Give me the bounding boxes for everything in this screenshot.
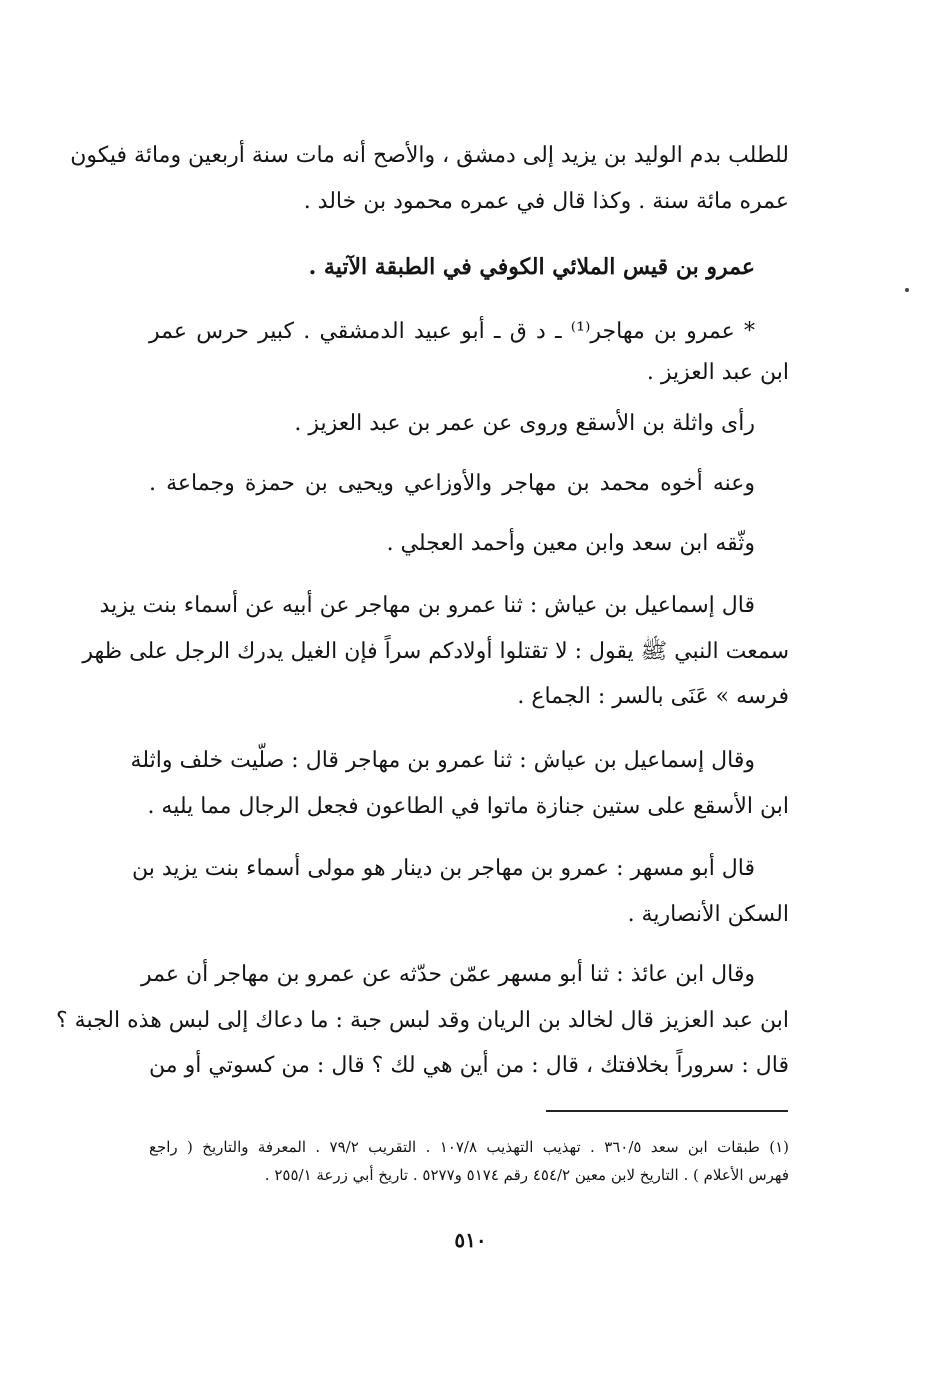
text-line: وقال إسماعيل بن عياش : ثنا عمرو بن مهاجر قال : صلّيت خلف واثلة	[130, 748, 755, 773]
footnote-line: (١) طبقات ابن سعد ٣٦٠/٥ . تهذيب التهذيب ١٠٧/٨ . التقريب ٧٩/٢ . المعرفة والتاريخ ( راجع	[149, 1138, 789, 1156]
text-line: للطلب بدم الوليد بن يزيد إلى دمشق ، والأصح أنه مات سنة أربعين ومائة فيكون	[70, 143, 789, 168]
text-line: ابن الأسقع على ستين جنازة ماتوا في الطاعون فجعل الرجال مما يليه .	[147, 794, 789, 819]
text-line: عمره مائة سنة . وكذا قال في عمره محمود بن خالد .	[303, 189, 789, 214]
text-line: وعنه أخوه محمد بن مهاجر والأوزاعي ويحيى بن حمزة وجماعة .	[149, 471, 755, 496]
entry-heading: عمرو بن قيس الملائي الكوفي في الطبقة الآتية .	[308, 254, 755, 280]
footnote-line: فهرس الأعلام ) . التاريخ لابن معين ٤٥٤/٢ رقم ٥١٧٤ و٥٢٧٧ . تاريخ أبي زرعة ٢٥٥/١ .	[264, 1166, 789, 1184]
footnote-divider	[546, 1110, 788, 1112]
text-line: قال إسماعيل بن عياش : ثنا عمرو بن مهاجر عن أبيه عن أسماء بنت يزيد	[99, 593, 755, 618]
text-line: رأى واثلة بن الأسقع وروى عن عمر بن عبد العزيز .	[294, 411, 755, 436]
page-number: ٥١٠	[454, 1228, 487, 1252]
text-line: ابن عبد العزيز .	[646, 360, 789, 385]
entry-heading: * عمرو بن مهاجر⁽¹⁾ ـ د ق ـ أبو عبيد الدمشقي . كبير حرس عمر	[149, 319, 755, 344]
text-line: وثّقه ابن سعد وابن معين وأحمد العجلي .	[386, 531, 755, 556]
text-line: فرسه » عَنَى بالسر : الجماع .	[517, 684, 789, 709]
text-line: قال أبو مسهر : عمرو بن مهاجر بن دينار هو مولى أسماء بنت يزيد بن	[131, 856, 755, 881]
text-line: وقال ابن عائذ : ثنا أبو مسهر عمّن حدّثه عن عمرو بن مهاجر أن عمر	[140, 962, 755, 987]
margin-dot	[905, 288, 909, 292]
text-line: ابن عبد العزيز قال لخالد بن الريان وقد لبس جبة : ما دعاك إلى لبس هذه الجبة ؟	[56, 1008, 789, 1033]
text-line: قال : سروراً بخلافتك ، قال : من أين هي لك ؟ قال : من كسوتي أو من	[149, 1053, 789, 1078]
text-line: سمعت النبي ﷺ يقول : لا تقتلوا أولادكم سراً فإن الغيل يدرك الرجل على ظهر	[82, 639, 789, 664]
text-line: السكن الأنصارية .	[627, 902, 789, 927]
